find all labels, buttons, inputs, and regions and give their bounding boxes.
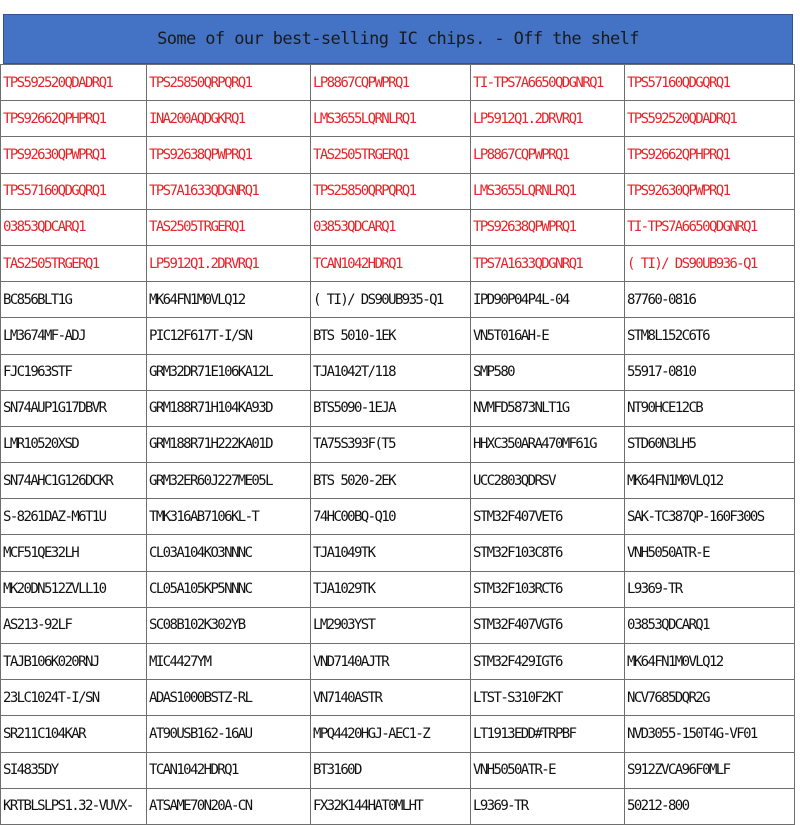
part-number-cell[interactable]: STM32F103C8T6 <box>471 535 625 571</box>
part-number-cell[interactable]: VNH5050ATR-E <box>471 752 625 788</box>
part-number-cell[interactable]: SN74AUP1G17DBVR <box>1 390 147 426</box>
part-number-cell[interactable]: TPS57160QDGQRQ1 <box>625 65 795 101</box>
part-number-cell[interactable]: SN74AHC1G126DCKR <box>1 463 147 499</box>
table-row <box>1 354 795 390</box>
part-number-cell[interactable]: BTS 5010-1EK <box>311 318 471 354</box>
part-number-cell[interactable]: SC08B102K302YB <box>147 607 311 643</box>
part-number-cell[interactable]: LTST-S310F2KT <box>471 680 625 716</box>
part-number-cell[interactable]: BTS 5020-2EK <box>311 463 471 499</box>
table-row <box>1 245 795 281</box>
part-number-cell[interactable]: FJC1963STF <box>1 354 147 390</box>
part-number-cell[interactable]: 03853QDCARQ1 <box>625 607 795 643</box>
part-number-cell[interactable]: TI-TPS7A6650QDGNRQ1 <box>471 65 625 101</box>
part-number-cell[interactable]: UCC2803QDRSV <box>471 463 625 499</box>
part-number-cell[interactable]: TCAN1042HDRQ1 <box>147 752 311 788</box>
table-row <box>1 571 795 607</box>
table-row <box>1 607 795 643</box>
part-number-cell[interactable]: LM3674MF-ADJ <box>1 318 147 354</box>
part-number-cell[interactable]: LT1913EDD#TRPBF <box>471 716 625 752</box>
part-number-cell[interactable]: LMS3655LQRNLRQ1 <box>311 101 471 137</box>
part-number-cell[interactable]: TPS92662QPHPRQ1 <box>625 137 795 173</box>
table-row <box>1 173 795 209</box>
part-number-cell[interactable]: TPS92662QPHPRQ1 <box>1 101 147 137</box>
part-number-cell[interactable]: 03853QDCARQ1 <box>1 209 147 245</box>
table-row <box>1 426 795 462</box>
part-number-cell[interactable]: LP5912Q1.2DRVRQ1 <box>471 101 625 137</box>
part-number-cell[interactable]: GRM32ER60J227ME05L <box>147 463 311 499</box>
part-number-cell[interactable]: S912ZVCA96F0MLF <box>625 752 795 788</box>
part-number-cell[interactable]: TPS92638QPWPRQ1 <box>147 137 311 173</box>
part-number-cell[interactable]: SAK-TC387QP-160F300S <box>625 499 795 535</box>
part-number-cell[interactable]: STM32F407VGT6 <box>471 607 625 643</box>
part-number-cell[interactable]: LP8867CQPWPRQ1 <box>311 65 471 101</box>
part-number-cell[interactable]: BC856BLT1G <box>1 282 147 318</box>
part-number-cell[interactable]: ( TI)/ DS90UB936-Q1 <box>625 245 795 281</box>
part-number-cell[interactable]: TAS2505TRGERQ1 <box>1 245 147 281</box>
part-number-cell[interactable]: 23LC1024T-I/SN <box>1 680 147 716</box>
part-number-cell[interactable]: S-8261DAZ-M6T1U <box>1 499 147 535</box>
table-row <box>1 463 795 499</box>
part-number-cell[interactable]: GRM188R71H222KA01D <box>147 426 311 462</box>
table-row <box>1 788 795 824</box>
part-number-cell[interactable]: TPS25850QRPQRQ1 <box>147 65 311 101</box>
table-row <box>1 318 795 354</box>
part-number-cell[interactable]: AS213-92LF <box>1 607 147 643</box>
part-number-cell[interactable]: TPS92638QPWPRQ1 <box>471 209 625 245</box>
part-number-cell[interactable]: TJA1049TK <box>311 535 471 571</box>
table-row <box>1 680 795 716</box>
part-number-cell[interactable]: AT90USB162-16AU <box>147 716 311 752</box>
part-number-cell[interactable]: VN7140ASTR <box>311 680 471 716</box>
part-number-cell[interactable]: L9369-TR <box>471 788 625 824</box>
part-number-cell[interactable]: STM32F407VET6 <box>471 499 625 535</box>
part-number-cell[interactable]: IPD90P04P4L-04 <box>471 282 625 318</box>
part-number-cell[interactable]: L9369-TR <box>625 571 795 607</box>
part-number-cell[interactable]: HHXC350ARA470MF61G <box>471 426 625 462</box>
part-number-cell[interactable]: BT3160D <box>311 752 471 788</box>
table-title <box>3 14 793 64</box>
part-number-cell[interactable]: GRM32DR71E106KA12L <box>147 354 311 390</box>
part-number-cell[interactable]: TAS2505TRGERQ1 <box>147 209 311 245</box>
part-number-cell[interactable]: 74HC00BQ-Q10 <box>311 499 471 535</box>
part-number-cell[interactable]: TA75S393F(T5 <box>311 426 471 462</box>
part-number-cell[interactable]: VN5T016AH-E <box>471 318 625 354</box>
part-number-cell[interactable]: TAS2505TRGERQ1 <box>311 137 471 173</box>
part-number-cell[interactable]: 87760-0816 <box>625 282 795 318</box>
part-number-cell[interactable]: TCAN1042HDRQ1 <box>311 245 471 281</box>
part-number-cell[interactable]: 55917-0810 <box>625 354 795 390</box>
part-number-cell[interactable]: VNH5050ATR-E <box>625 535 795 571</box>
part-number-cell[interactable]: NCV7685DQR2G <box>625 680 795 716</box>
table-row <box>1 209 795 245</box>
part-number-cell[interactable]: SI4835DY <box>1 752 147 788</box>
part-number-cell[interactable]: STD60N3LH5 <box>625 426 795 462</box>
part-number-cell[interactable]: TAJB106K020RNJ <box>1 644 147 680</box>
part-number-cell[interactable]: ( TI)/ DS90UB935-Q1 <box>311 282 471 318</box>
part-number-cell[interactable]: TJA1029TK <box>311 571 471 607</box>
part-number-cell[interactable]: GRM188R71H104KA93D <box>147 390 311 426</box>
ic-chip-table-body <box>1 65 795 825</box>
table-row <box>1 101 795 137</box>
part-number-cell[interactable]: TPS7A1633QDGNRQ1 <box>471 245 625 281</box>
part-number-cell[interactable]: MPQ4420HGJ-AEC1-Z <box>311 716 471 752</box>
table-row <box>1 716 795 752</box>
table-row <box>1 65 795 101</box>
part-number-cell[interactable]: LP8867CQPWPRQ1 <box>471 137 625 173</box>
part-number-cell[interactable]: TJA1042T/118 <box>311 354 471 390</box>
part-number-cell[interactable]: MCF51QE32LH <box>1 535 147 571</box>
table-row <box>1 282 795 318</box>
part-number-cell[interactable]: TPS25850QRPQRQ1 <box>311 173 471 209</box>
table-row <box>1 752 795 788</box>
table-title-text: Some of our best-selling IC chips. - Off the shelf <box>157 29 639 49</box>
part-number-cell[interactable]: ADAS1000BSTZ-RL <box>147 680 311 716</box>
part-number-cell[interactable]: INA200AQDGKRQ1 <box>147 101 311 137</box>
part-number-cell[interactable]: TPS92630QPWPRQ1 <box>1 137 147 173</box>
table-row <box>1 390 795 426</box>
part-number-cell[interactable]: NT90HCE12CB <box>625 390 795 426</box>
part-number-cell[interactable]: TPS592520QDADRQ1 <box>625 101 795 137</box>
part-number-cell[interactable]: VND7140AJTR <box>311 644 471 680</box>
part-number-cell[interactable]: CL03A104KO3NNNC <box>147 535 311 571</box>
part-number-cell[interactable]: KRTBLSLPS1.32-VUVX- <box>1 788 147 824</box>
part-number-cell[interactable]: TPS7A1633QDGNRQ1 <box>147 173 311 209</box>
table-row <box>1 499 795 535</box>
part-number-cell[interactable]: TPS57160QDGQRQ1 <box>1 173 147 209</box>
part-number-cell[interactable]: STM32F103RCT6 <box>471 571 625 607</box>
part-number-cell[interactable]: TPS92630QPWPRQ1 <box>625 173 795 209</box>
part-number-cell[interactable]: STM32F429IGT6 <box>471 644 625 680</box>
part-number-cell[interactable]: STM8L152C6T6 <box>625 318 795 354</box>
ic-chip-table <box>0 64 795 825</box>
part-number-cell[interactable]: LMR10520XSD <box>1 426 147 462</box>
part-number-cell[interactable]: SMP580 <box>471 354 625 390</box>
part-number-cell[interactable]: MK64FN1M0VLQ12 <box>147 282 311 318</box>
part-number-cell[interactable]: CL05A105KP5NNNC <box>147 571 311 607</box>
table-row <box>1 644 795 680</box>
part-number-cell[interactable]: SR211C104KAR <box>1 716 147 752</box>
table-row <box>1 535 795 571</box>
part-number-cell[interactable]: PIC12F617T-I/SN <box>147 318 311 354</box>
part-number-cell[interactable]: NVMFD5873NLT1G <box>471 390 625 426</box>
table-row <box>1 137 795 173</box>
part-number-cell[interactable]: ATSAME70N20A-CN <box>147 788 311 824</box>
part-number-cell[interactable]: LP5912Q1.2DRVRQ1 <box>147 245 311 281</box>
part-number-cell[interactable]: BTS5090-1EJA <box>311 390 471 426</box>
part-number-cell[interactable]: MIC4427YM <box>147 644 311 680</box>
part-number-cell[interactable]: LMS3655LQRNLRQ1 <box>471 173 625 209</box>
part-number-cell[interactable]: TI-TPS7A6650QDGNRQ1 <box>625 209 795 245</box>
part-number-cell[interactable]: MK20DN512ZVLL10 <box>1 571 147 607</box>
part-number-cell[interactable]: LM2903YST <box>311 607 471 643</box>
part-number-cell[interactable]: 03853QDCARQ1 <box>311 209 471 245</box>
part-number-cell[interactable]: NVD3055-150T4G-VF01 <box>625 716 795 752</box>
part-number-cell[interactable]: TPS592520QDADRQ1 <box>1 65 147 101</box>
part-number-cell[interactable]: FX32K144HAT0MLHT <box>311 788 471 824</box>
part-number-cell[interactable]: MK64FN1M0VLQ12 <box>625 463 795 499</box>
part-number-cell[interactable]: 50212-800 <box>625 788 795 824</box>
part-number-cell[interactable]: TMK316AB7106KL-T <box>147 499 311 535</box>
part-number-cell[interactable]: MK64FN1M0VLQ12 <box>625 644 795 680</box>
